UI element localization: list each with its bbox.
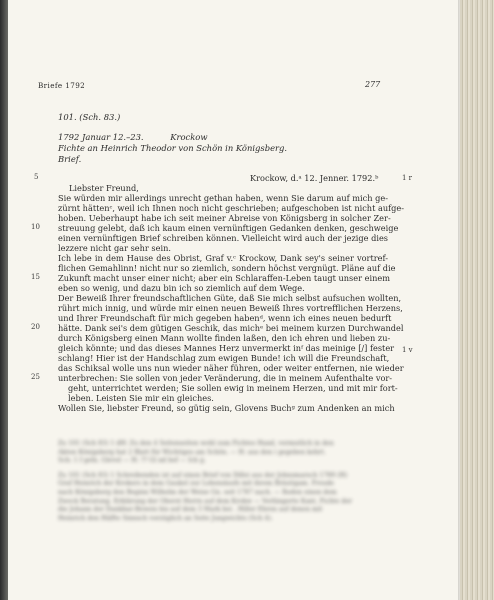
text-line: gleich könnte; und das dieses Mannes Herz unvermerkt inᶠ das meinige [/] fester <box>58 343 395 353</box>
salutation: Liebster Freund, <box>69 183 139 193</box>
footnote-line: nach Königsberg den Beginn Wilhelm der Weise Gn. seit 1787 nach. — Roden einen dem <box>58 488 337 496</box>
text-line: einen vernünftigen Brief schreiben können. Vielleicht wird auch der jezige dies <box>58 233 388 243</box>
line-number: 5 <box>34 173 39 181</box>
footnotes-blurred <box>58 440 390 523</box>
line-number: 25 <box>31 373 40 381</box>
footnote-line: Zu 101 (Sch 83) 1 dH: Zu den 4 Seitenseiten wohl zum Fichtes Hand, vermutlich in den <box>58 440 334 447</box>
text-line: lezzere nicht gar sehr sein. <box>58 243 171 253</box>
letter-number: 101. (Sch. 83.) <box>58 112 121 122</box>
footnote-line: Akten Königsberg hat 2 Blatt für Wichtiges am Schön. — H: aus den i gegeben kehrt. <box>58 448 326 456</box>
footnote-line: Sch: 1 f geln. Glevel — H: ?? Gl nd bef — Ich g. <box>58 457 206 465</box>
text-line: eben so wenig, und dazu bin ich so ziemlich auf dem Wege. <box>58 283 305 293</box>
text-line: das Schiksal wolle uns nun wieder näher führen, oder weiter entfernen, nie wieder <box>58 363 404 373</box>
folio-note: 1 v <box>402 346 413 354</box>
text-line: durch Königsberg einen Mann wollte finden laßen, den ich ehren und lieben zu- <box>58 333 391 343</box>
text-line: hätte. Dank sei's dem gütigen Geschik, das michᵉ bei meinem kurzen Durchwandel <box>58 323 404 333</box>
text-line: und Ihrer Freundschaft für mich gegeben habenᵈ, wenn ich eines neuen bedurft <box>58 313 392 323</box>
text-line: Der Beweiß Ihrer freundschaftlichen Güte, daß Sie mich selbst aufsuchen wollten, <box>58 293 402 303</box>
folio-note: 1 r <box>402 174 413 182</box>
line-number: 15 <box>31 273 40 281</box>
book-spine-shadow <box>0 0 8 600</box>
text-line: flichen Gemahlinn! nicht nur so ziemlich, sondern höchst vergnügt. Pläne auf die <box>58 263 396 273</box>
footnote-line: Heinrich den Hälfte Sinnsch vorzüglich an Seite Jungwichts (Sch 4). <box>58 514 273 522</box>
text-line: schlang! Hier ist der Handschlag zum ewigen Bunde! ich will die Freundschaft, <box>58 353 390 363</box>
dateline: Krockow, d.ᵃ 12. Jenner. 1792.ᵇ <box>250 173 379 183</box>
footnote-line: Graf Heinrich der Krokers in dem Gaukel zur Lebenslaufs mit ihrem Bräutigam. Freude <box>58 480 335 488</box>
text-line: streuung gelebt, daß ich kaum einen vernünftigen Gedanken denken, geschweige <box>58 223 399 233</box>
line-number: 10 <box>31 223 40 231</box>
running-head: Briefe 1792 <box>38 81 86 90</box>
letter-type: Brief. <box>58 154 82 164</box>
text-line: unterbrechen: Sie sollen von jeder Veränderung, die in meinem Aufenthalte vor- <box>58 373 393 383</box>
text-line: Wollen Sie, liebster Freund, so gütig sein, Glovens Buchᵍ zum Andenken an mich <box>58 403 395 413</box>
text-line: zürnt hättenᶜ, weil ich Ihnen noch nicht geschrieben; aufgeschoben ist nicht aufge- <box>58 203 405 213</box>
text-line: Zukunft macht unser einer nicht; aber ein Schlaraffen-Leben taugt unser einem <box>58 273 390 283</box>
text-line: leben. Leisten Sie mir ein gleiches. <box>68 393 214 403</box>
page-number: 277 <box>365 80 381 89</box>
footnote-line: die Johann der Dankbar-Beweis bis auf dem 3 Mark bei . Hiller Ehren auf denen mit <box>58 506 323 514</box>
footnote-line: Zu 101 (Sch 83) 1 Schreibenden ist auf einen Brief von Dillei aus der Johnsmarsch 1789 (H) <box>58 471 348 479</box>
text-line: Ich lebe in dem Hause des Obrist, Graf v.ᶜ Krockow, Dank sey's seiner vortref- <box>58 253 388 263</box>
text-line: rührt mich innig, und würde mir einen neuen Beweiß Ihres vortrefflichen Herzens, <box>58 303 403 313</box>
letter-recipient: Fichte an Heinrich Theodor von Schön in Königsberg. <box>58 143 288 153</box>
letter-date-place: 1792 Januar 12.–23. Krockow <box>58 132 208 142</box>
text-line: geht, unterrichtet werden; Sie sollen ewig in meinem Herzen, und mit mir fort- <box>68 383 398 393</box>
text-line: hoben. Ueberhaupt habe ich seit meiner Abreise von Königsberg in solcher Zer- <box>58 213 391 223</box>
text-line: Sie würden mir allerdings unrecht gethan haben, wenn Sie darum auf mich ge- <box>58 193 388 203</box>
footnote-line: Zweck Beratung. Erklärung der Oberst Herrn auf dem Krokw — Verlängerte Kant, Fichte der <box>58 497 353 505</box>
page-stack-edge <box>460 0 494 600</box>
line-number: 20 <box>31 323 40 331</box>
